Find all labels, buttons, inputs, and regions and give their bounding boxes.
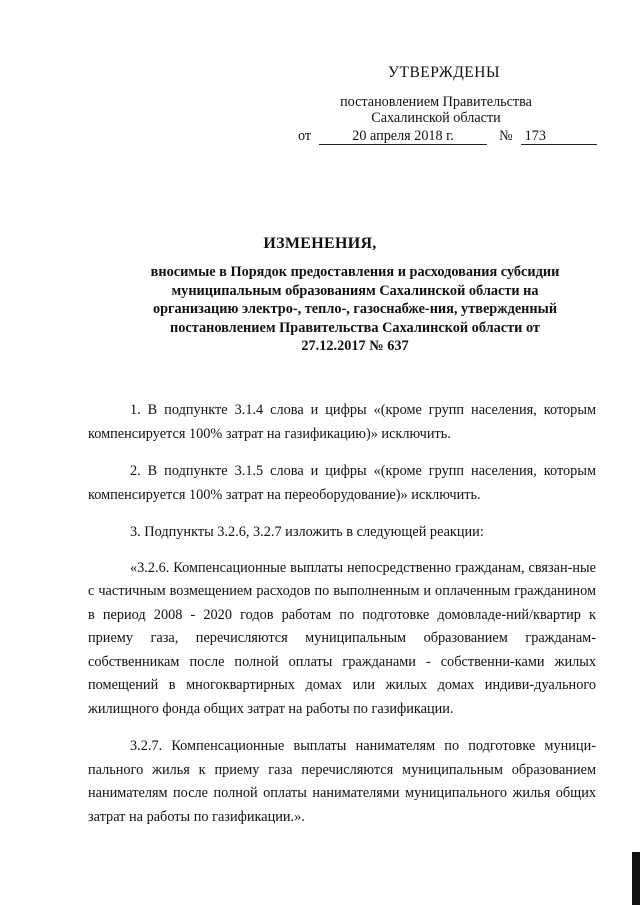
approval-line-1: постановлением Правительства — [340, 94, 532, 110]
number-label: № — [499, 128, 513, 144]
document-body — [88, 399, 596, 843]
paragraph-1: 1. В подпункте 3.1.4 слова и цифры «(кроме групп населения, которым компенсируется 100% затрат на газификацию)» исключить. — [88, 402, 596, 442]
paragraph-5: 3.2.7. Компенсационные выплаты нанимателям по подготовке муници-пального жилья к приему газа перечисляются муниципальным образованием нанимателям после полной оплаты нанимателями муниципального жилья общих затрат на работы по газификации.». — [88, 738, 596, 825]
approval-number: 173 — [521, 129, 597, 145]
document-title: ИЗМЕНЕНИЯ, — [263, 235, 377, 252]
approval-line-2: Сахалинской области — [371, 110, 501, 126]
paragraph-3: 3. Подпункты 3.2.6, 3.2.7 изложить в следующей реакции: — [130, 524, 484, 540]
paragraph-4: «3.2.6. Компенсационные выплаты непосредственно гражданам, связан-ные с частичным возмещением расходов по выполненным и оплаченным гражданином в период 2008 - 2020 годов работам по подготовке домовладе-ний/квартир к приему газа, перечисляются муниципальным образованием гражданам-собственникам после полной оплаты гражданами - собственни-ками жилых помещений в многоквартирных домах или жилых домах индиви-дуального жилищного фонда общих затрат на работы по газификации. — [88, 559, 596, 717]
paragraph-2: 2. В подпункте 3.1.5 слова и цифры «(кроме групп населения, которым компенсируется 100% затрат на переоборудование)» исключить. — [88, 463, 596, 503]
approval-authority — [310, 94, 562, 126]
approval-date: 20 апреля 2018 г. — [319, 129, 487, 145]
approval-date-line — [298, 128, 597, 145]
scan-edge-mark — [632, 852, 640, 905]
document-subtitle: вносимые в Порядок предоставления и расходования субсидии муниципальным образованиям Сахалинской области на организацию электро-, тепло-, газоснабже-ния, утвержденный постановлением Правительства Сахалинской области от 27.12.2017 № 637 — [150, 264, 560, 354]
approval-title: УТВЕРЖДЕНЫ — [388, 64, 500, 81]
date-from-label: от — [298, 128, 312, 144]
